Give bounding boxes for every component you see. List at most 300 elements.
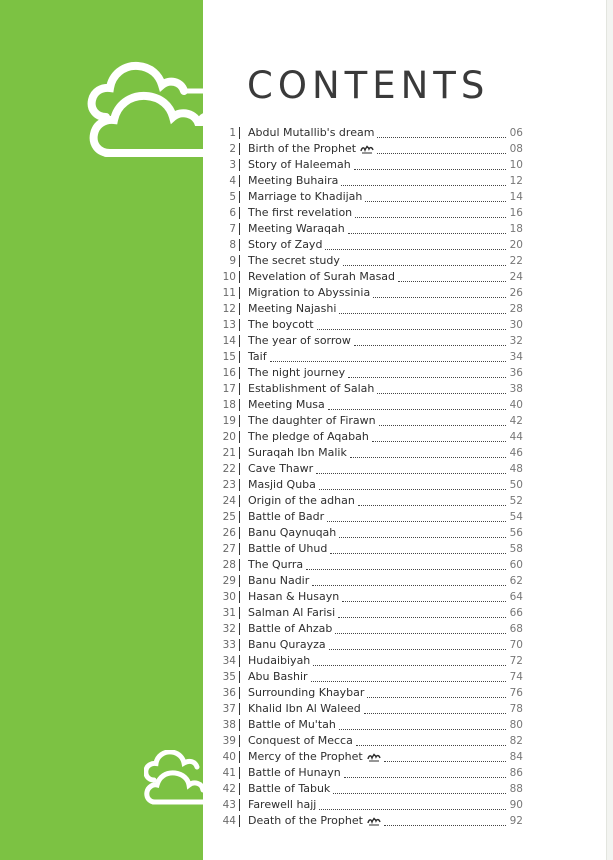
entry-divider xyxy=(239,415,240,427)
entry-page-number: 32 xyxy=(509,335,523,347)
entry-title: The boycott xyxy=(248,318,314,331)
entry-title: Meeting Najashi xyxy=(248,302,337,315)
dot-leader xyxy=(350,456,506,458)
entry-number: 30 xyxy=(222,591,236,603)
entry-number: 16 xyxy=(222,367,236,379)
entry-body xyxy=(248,461,506,477)
entry-body xyxy=(248,429,506,445)
dot-leader xyxy=(329,648,506,650)
entry-body xyxy=(248,381,506,397)
entry-number: 27 xyxy=(222,543,236,555)
entry-number: 4 xyxy=(229,175,236,187)
entry-number: 42 xyxy=(222,783,236,795)
entry-divider xyxy=(239,287,240,299)
entry-title: Banu Qurayza xyxy=(248,638,326,651)
entry-title: Abdul Mutallib's dream xyxy=(248,126,375,139)
entry-page-number: 82 xyxy=(509,735,523,747)
entry-title: Meeting Waraqah xyxy=(248,222,345,235)
entry-number: 20 xyxy=(222,431,236,443)
entry-page-number: 18 xyxy=(509,223,523,235)
entry-title: Banu Qaynuqah xyxy=(248,526,337,539)
toc-entry xyxy=(218,365,523,381)
toc-entry xyxy=(218,797,523,813)
dot-leader xyxy=(344,776,506,778)
entry-body xyxy=(248,605,506,621)
dot-leader xyxy=(372,440,506,442)
entry-title: The pledge of Aqabah xyxy=(248,430,369,443)
entry-title: Hudaibiyah xyxy=(248,654,311,667)
dot-leader xyxy=(327,520,506,522)
toc-entry xyxy=(218,349,523,365)
entry-title: Battle of Tabuk xyxy=(248,782,331,795)
toc-entry xyxy=(218,509,523,525)
dot-leader xyxy=(316,472,506,474)
entry-number: 31 xyxy=(222,607,236,619)
entry-number: 19 xyxy=(222,415,236,427)
dot-leader xyxy=(384,824,506,826)
contents-title: CONTENTS xyxy=(247,64,490,107)
entry-title: Abu Bashir xyxy=(248,670,308,683)
toc-entry xyxy=(218,669,523,685)
toc-entry xyxy=(218,813,523,829)
entry-page-number: 48 xyxy=(509,463,523,475)
entry-page-number: 74 xyxy=(509,671,523,683)
toc-entry xyxy=(218,125,523,141)
toc-entry xyxy=(218,605,523,621)
toc-entry xyxy=(218,157,523,173)
entry-number: 12 xyxy=(222,303,236,315)
entry-divider xyxy=(239,751,240,763)
entry-title: Khalid Ibn Al Waleed xyxy=(248,702,361,715)
toc-entry xyxy=(218,205,523,221)
entry-body xyxy=(248,749,506,765)
entry-body xyxy=(248,813,506,829)
toc-entry xyxy=(218,525,523,541)
entry-body xyxy=(248,237,506,253)
entry-body xyxy=(248,557,506,573)
entry-number: 36 xyxy=(222,687,236,699)
entry-divider xyxy=(239,671,240,683)
entry-title: Surrounding Khaybar xyxy=(248,686,365,699)
entry-title: Revelation of Surah Masad xyxy=(248,270,396,283)
entry-body xyxy=(248,125,506,141)
dot-leader xyxy=(348,376,506,378)
entry-number: 33 xyxy=(222,639,236,651)
dot-leader xyxy=(379,424,506,426)
entry-page-number: 06 xyxy=(509,127,523,139)
toc-entry xyxy=(218,173,523,189)
entry-number: 41 xyxy=(222,767,236,779)
entry-number: 8 xyxy=(229,239,236,251)
table-of-contents xyxy=(218,125,523,829)
dot-leader xyxy=(377,152,506,154)
entry-page-number: 26 xyxy=(509,287,523,299)
entry-divider xyxy=(239,479,240,491)
entry-body xyxy=(248,157,506,173)
entry-number: 15 xyxy=(222,351,236,363)
entry-title: Cave Thawr xyxy=(248,462,314,475)
toc-entry xyxy=(218,557,523,573)
toc-entry xyxy=(218,381,523,397)
dot-leader xyxy=(354,168,506,170)
entry-number: 10 xyxy=(222,271,236,283)
entry-divider xyxy=(239,799,240,811)
entry-page-number: 88 xyxy=(509,783,523,795)
calligraphy-honorific-icon xyxy=(360,145,374,154)
entry-divider xyxy=(239,127,240,139)
toc-entry xyxy=(218,781,523,797)
entry-divider xyxy=(239,351,240,363)
entry-divider xyxy=(239,767,240,779)
entry-body xyxy=(248,573,506,589)
entry-divider xyxy=(239,463,240,475)
toc-entry xyxy=(218,445,523,461)
dot-leader xyxy=(339,536,506,538)
entry-body xyxy=(248,621,506,637)
entry-title: Battle of Ahzab xyxy=(248,622,333,635)
dot-leader xyxy=(330,552,506,554)
dot-leader xyxy=(311,680,506,682)
entry-title: Meeting Musa xyxy=(248,398,325,411)
entry-body xyxy=(248,717,506,733)
entry-page-number: 86 xyxy=(509,767,523,779)
entry-page-number: 76 xyxy=(509,687,523,699)
entry-divider xyxy=(239,367,240,379)
entry-number: 43 xyxy=(222,799,236,811)
entry-page-number: 64 xyxy=(509,591,523,603)
entry-body xyxy=(248,173,506,189)
entry-number: 1 xyxy=(229,127,236,139)
entry-body xyxy=(248,253,506,269)
entry-number: 2 xyxy=(229,143,236,155)
entry-number: 29 xyxy=(222,575,236,587)
entry-divider xyxy=(239,703,240,715)
entry-divider xyxy=(239,271,240,283)
toc-entry xyxy=(218,717,523,733)
entry-body xyxy=(248,493,506,509)
dot-leader xyxy=(312,584,506,586)
dot-leader xyxy=(319,488,506,490)
entry-body xyxy=(248,205,506,221)
entry-number: 32 xyxy=(222,623,236,635)
entry-page-number: 54 xyxy=(509,511,523,523)
entry-title: The night journey xyxy=(248,366,346,379)
toc-entry xyxy=(218,237,523,253)
entry-divider xyxy=(239,639,240,651)
entry-number: 38 xyxy=(222,719,236,731)
entry-body xyxy=(248,301,506,317)
dot-leader xyxy=(373,296,506,298)
entry-page-number: 30 xyxy=(509,319,523,331)
entry-number: 25 xyxy=(222,511,236,523)
dot-leader xyxy=(398,280,506,282)
toc-entry xyxy=(218,685,523,701)
entry-page-number: 50 xyxy=(509,479,523,491)
entry-number: 22 xyxy=(222,463,236,475)
toc-entry xyxy=(218,317,523,333)
dot-leader xyxy=(377,392,506,394)
toc-entry xyxy=(218,541,523,557)
entry-body xyxy=(248,765,506,781)
entry-page-number: 14 xyxy=(509,191,523,203)
entry-number: 11 xyxy=(222,287,236,299)
entry-title: Battle of Badr xyxy=(248,510,325,523)
dot-leader xyxy=(319,808,506,810)
entry-divider xyxy=(239,591,240,603)
entry-divider xyxy=(239,623,240,635)
entry-number: 21 xyxy=(222,447,236,459)
dot-leader xyxy=(333,792,506,794)
entry-number: 23 xyxy=(222,479,236,491)
entry-page-number: 20 xyxy=(509,239,523,251)
entry-page-number: 66 xyxy=(509,607,523,619)
entry-body xyxy=(248,221,506,237)
entry-divider xyxy=(239,511,240,523)
entry-divider xyxy=(239,223,240,235)
entry-page-number: 10 xyxy=(509,159,523,171)
dot-leader xyxy=(384,760,506,762)
toc-entry xyxy=(218,493,523,509)
toc-entry xyxy=(218,269,523,285)
entry-divider xyxy=(239,207,240,219)
entry-title: Birth of the Prophet xyxy=(248,142,357,155)
entry-divider xyxy=(239,159,240,171)
dot-leader xyxy=(356,744,506,746)
toc-entry xyxy=(218,461,523,477)
toc-entry xyxy=(218,221,523,237)
entry-number: 34 xyxy=(222,655,236,667)
entry-title: Masjid Quba xyxy=(248,478,316,491)
entry-number: 40 xyxy=(222,751,236,763)
entry-title: Migration to Abyssinia xyxy=(248,286,371,299)
entry-page-number: 58 xyxy=(509,543,523,555)
entry-body xyxy=(248,189,506,205)
entry-title: Establishment of Salah xyxy=(248,382,375,395)
entry-body xyxy=(248,477,506,493)
entry-title: Suraqah Ibn Malik xyxy=(248,446,347,459)
entry-page-number: 80 xyxy=(509,719,523,731)
entry-number: 17 xyxy=(222,383,236,395)
calligraphy-honorific-icon xyxy=(367,753,381,762)
entry-body xyxy=(248,413,506,429)
entry-divider xyxy=(239,303,240,315)
entry-page-number: 22 xyxy=(509,255,523,267)
toc-entry xyxy=(218,477,523,493)
entry-divider xyxy=(239,447,240,459)
entry-divider xyxy=(239,399,240,411)
entry-body xyxy=(248,333,506,349)
dot-leader xyxy=(343,264,506,266)
entry-body xyxy=(248,269,506,285)
dot-leader xyxy=(339,312,506,314)
toc-entry xyxy=(218,141,523,157)
dot-leader xyxy=(365,200,506,202)
entry-body xyxy=(248,653,506,669)
entry-page-number: 24 xyxy=(509,271,523,283)
entry-page-number: 08 xyxy=(509,143,523,155)
entry-title: Story of Zayd xyxy=(248,238,323,251)
toc-entry xyxy=(218,333,523,349)
page-edge xyxy=(606,0,613,860)
dot-leader xyxy=(355,216,506,218)
entry-divider xyxy=(239,175,240,187)
entry-page-number: 36 xyxy=(509,367,523,379)
entry-body xyxy=(248,589,506,605)
toc-entry xyxy=(218,621,523,637)
toc-entry xyxy=(218,253,523,269)
entry-page-number: 44 xyxy=(509,431,523,443)
entry-title: Mercy of the Prophet xyxy=(248,750,363,763)
entry-title: Battle of Mu'tah xyxy=(248,718,336,731)
entry-divider xyxy=(239,191,240,203)
entry-body xyxy=(248,365,506,381)
entry-divider xyxy=(239,495,240,507)
entry-title: The Qurra xyxy=(248,558,304,571)
entry-number: 13 xyxy=(222,319,236,331)
entry-title: Death of the Prophet xyxy=(248,814,363,827)
entry-number: 26 xyxy=(222,527,236,539)
entry-divider xyxy=(239,239,240,251)
entry-body xyxy=(248,509,506,525)
toc-entry xyxy=(218,733,523,749)
entry-page-number: 12 xyxy=(509,175,523,187)
dot-leader xyxy=(306,568,506,570)
entry-body xyxy=(248,445,506,461)
toc-entry xyxy=(218,573,523,589)
entry-page-number: 68 xyxy=(509,623,523,635)
dot-leader xyxy=(367,696,506,698)
entry-title: The daughter of Firawn xyxy=(248,414,376,427)
dot-leader xyxy=(335,632,506,634)
entry-body xyxy=(248,285,506,301)
toc-entry xyxy=(218,765,523,781)
entry-divider xyxy=(239,143,240,155)
entry-divider xyxy=(239,335,240,347)
entry-divider xyxy=(239,735,240,747)
entry-title: The secret study xyxy=(248,254,340,267)
entry-page-number: 72 xyxy=(509,655,523,667)
entry-title: The first revelation xyxy=(248,206,353,219)
entry-title: Conquest of Mecca xyxy=(248,734,353,747)
entry-body xyxy=(248,349,506,365)
entry-title: Origin of the adhan xyxy=(248,494,355,507)
entry-title: Marriage to Khadijah xyxy=(248,190,363,203)
dot-leader xyxy=(348,232,506,234)
entry-page-number: 56 xyxy=(509,527,523,539)
dot-leader xyxy=(325,248,506,250)
entry-title: Battle of Uhud xyxy=(248,542,328,555)
cloud-icon xyxy=(86,55,216,167)
dot-leader xyxy=(313,664,506,666)
entry-divider xyxy=(239,575,240,587)
entry-page-number: 38 xyxy=(509,383,523,395)
entry-number: 9 xyxy=(229,255,236,267)
entry-number: 3 xyxy=(229,159,236,171)
entry-divider xyxy=(239,719,240,731)
toc-entry xyxy=(218,637,523,653)
entry-divider xyxy=(239,607,240,619)
entry-body xyxy=(248,397,506,413)
dot-leader xyxy=(338,616,506,618)
toc-entry xyxy=(218,429,523,445)
entry-title: Story of Haleemah xyxy=(248,158,351,171)
entry-title: Salman Al Farisi xyxy=(248,606,336,619)
entry-divider xyxy=(239,559,240,571)
entry-divider xyxy=(239,255,240,267)
dot-leader xyxy=(328,408,506,410)
entry-divider xyxy=(239,319,240,331)
entry-number: 44 xyxy=(222,815,236,827)
entry-number: 24 xyxy=(222,495,236,507)
calligraphy-honorific-icon xyxy=(367,817,381,826)
entry-divider xyxy=(239,543,240,555)
entry-number: 14 xyxy=(222,335,236,347)
cloud-icon xyxy=(144,750,206,810)
entry-body xyxy=(248,797,506,813)
toc-entry xyxy=(218,397,523,413)
entry-number: 35 xyxy=(222,671,236,683)
entry-title: Taif xyxy=(248,350,267,363)
entry-body xyxy=(248,701,506,717)
dot-leader xyxy=(364,712,506,714)
toc-entry xyxy=(218,189,523,205)
entry-title: Banu Nadir xyxy=(248,574,310,587)
toc-entry xyxy=(218,749,523,765)
entry-body xyxy=(248,733,506,749)
entry-page-number: 46 xyxy=(509,447,523,459)
entry-number: 7 xyxy=(229,223,236,235)
dot-leader xyxy=(342,600,506,602)
entry-number: 6 xyxy=(229,207,236,219)
dot-leader xyxy=(358,504,506,506)
dot-leader xyxy=(377,136,506,138)
toc-entry xyxy=(218,285,523,301)
entry-number: 18 xyxy=(222,399,236,411)
entry-page-number: 90 xyxy=(509,799,523,811)
entry-body xyxy=(248,685,506,701)
entry-title: Hasan & Husayn xyxy=(248,590,340,603)
entry-number: 28 xyxy=(222,559,236,571)
entry-body xyxy=(248,541,506,557)
entry-page-number: 42 xyxy=(509,415,523,427)
dot-leader xyxy=(339,728,506,730)
dot-leader xyxy=(270,360,506,362)
entry-page-number: 28 xyxy=(509,303,523,315)
entry-number: 39 xyxy=(222,735,236,747)
toc-entry xyxy=(218,653,523,669)
entry-number: 5 xyxy=(229,191,236,203)
entry-body xyxy=(248,141,506,157)
dot-leader xyxy=(317,328,506,330)
toc-entry xyxy=(218,301,523,317)
entry-divider xyxy=(239,527,240,539)
entry-page-number: 52 xyxy=(509,495,523,507)
entry-title: Farewell hajj xyxy=(248,798,317,811)
toc-entry xyxy=(218,413,523,429)
entry-divider xyxy=(239,783,240,795)
entry-number: 37 xyxy=(222,703,236,715)
entry-page-number: 40 xyxy=(509,399,523,411)
toc-entry xyxy=(218,701,523,717)
entry-body xyxy=(248,317,506,333)
entry-divider xyxy=(239,655,240,667)
entry-page-number: 78 xyxy=(509,703,523,715)
entry-title: Battle of Hunayn xyxy=(248,766,341,779)
entry-divider xyxy=(239,687,240,699)
entry-page-number: 60 xyxy=(509,559,523,571)
entry-title: Meeting Buhaira xyxy=(248,174,339,187)
entry-page-number: 70 xyxy=(509,639,523,651)
